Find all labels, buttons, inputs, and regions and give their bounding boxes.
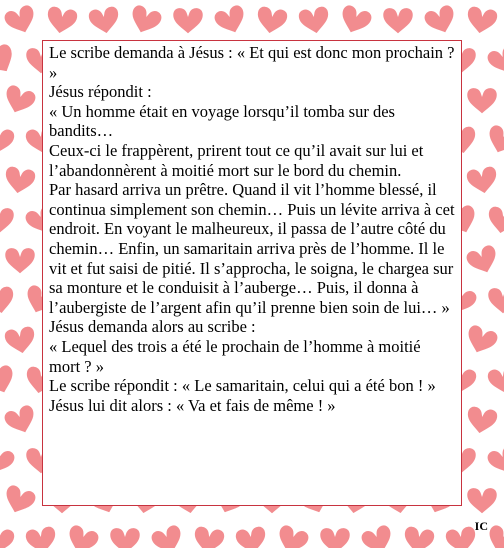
- heart-shape: [22, 0, 65, 1]
- heart-shape: [62, 522, 102, 548]
- heart-shape: [463, 4, 499, 37]
- heart-shape: [466, 87, 498, 115]
- paragraph-jesus-answers: Jésus répondit :: [49, 82, 152, 102]
- paragraph-story-start: « Un homme était en voyage lorsqu’il tomba sur des bandits…: [49, 101, 395, 141]
- heart-shape: [2, 324, 38, 357]
- heart-shape: [0, 40, 21, 80]
- heart-shape: [0, 442, 18, 479]
- heart-shape: [0, 0, 1, 41]
- signature-initials: IC: [474, 519, 488, 533]
- heart-shape: [1, 2, 41, 39]
- heart-shape: [400, 524, 436, 548]
- heart-shape: [463, 242, 503, 279]
- heart-shape: [358, 522, 398, 548]
- heart-shape: [211, 2, 251, 39]
- heart-shape: [0, 207, 15, 235]
- heart-shape: [172, 7, 204, 35]
- heart-shape: [382, 7, 414, 35]
- heart-shape: [464, 164, 500, 197]
- heart-shape: [296, 4, 332, 37]
- heart-shape: [1, 402, 41, 439]
- heart-shape: [335, 2, 375, 39]
- paragraph-bandits: Ceux-ci le frappèrent, prirent tout ce qu’il avait sur lui et l’abandonnèrent à moitié mort sur le bord du chemin.: [49, 140, 424, 180]
- heart-shape: [272, 522, 312, 548]
- paragraph-scribe-answers: Le scribe répondit : « Le samaritain, celui qui a été bon ! »: [49, 376, 436, 396]
- paragraph-question: Le scribe demanda à Jésus : « Et qui est donc mon prochain ? »: [49, 43, 455, 82]
- heart-shape: [421, 2, 461, 39]
- heart-shape: [0, 524, 17, 548]
- heart-shape: [0, 284, 18, 317]
- heart-shape: [125, 2, 165, 39]
- heart-shape: [233, 524, 269, 548]
- heart-shape: [0, 82, 39, 119]
- heart-shape: [482, 122, 504, 159]
- heart-shape: [0, 124, 17, 157]
- heart-shape: [466, 487, 498, 515]
- heart-shape: [148, 522, 188, 548]
- paragraph-go-and-do: Jésus lui dit alors : « Va et fais de même ! »: [49, 395, 336, 415]
- heart-shape: [0, 362, 20, 399]
- heart-shape: [23, 524, 59, 548]
- story-text-panel: [42, 40, 462, 506]
- heart-shape: [487, 287, 504, 315]
- heart-shape: [1, 164, 37, 197]
- heart-shape: [253, 4, 289, 37]
- heart-shape: [485, 364, 504, 397]
- paragraph-jesus-asks: Jésus demanda alors au scribe :: [49, 317, 256, 337]
- heart-shape: [461, 322, 501, 359]
- heart-shape: [319, 527, 351, 548]
- heart-shape: [0, 482, 39, 519]
- heart-shape: [86, 4, 122, 37]
- heart-shape: [463, 404, 499, 437]
- heart-shape: [190, 524, 226, 548]
- heart-shape: [4, 247, 36, 275]
- heart-shape: [484, 42, 504, 79]
- heart-shape: [484, 204, 504, 237]
- paragraph-which-neighbor: « Lequel des trois a été le prochain de l’homme à moitié mort ? »: [49, 336, 421, 376]
- heart-shape: [109, 527, 141, 548]
- heart-shape: [43, 4, 79, 37]
- heart-shape: [484, 442, 504, 479]
- paragraph-samaritan: Par hasard arriva un prêtre. Quand il vit l’homme blessé, il continua simplement son chemin… Puis un lévite arriva à cet endroit. En voyant le malheureux, il passa de l’autre côté du chemin… Enfin, un samaritain arriva près de l’homme. Il le vit et fut saisi de pitié. Il s’approcha, le soigna, le chargea sur sa monture et le conduisit à l’auberge… Puis, il donna à l’aubergiste de l’argent afin qu’il prenne bien soin de lui… »: [49, 180, 455, 317]
